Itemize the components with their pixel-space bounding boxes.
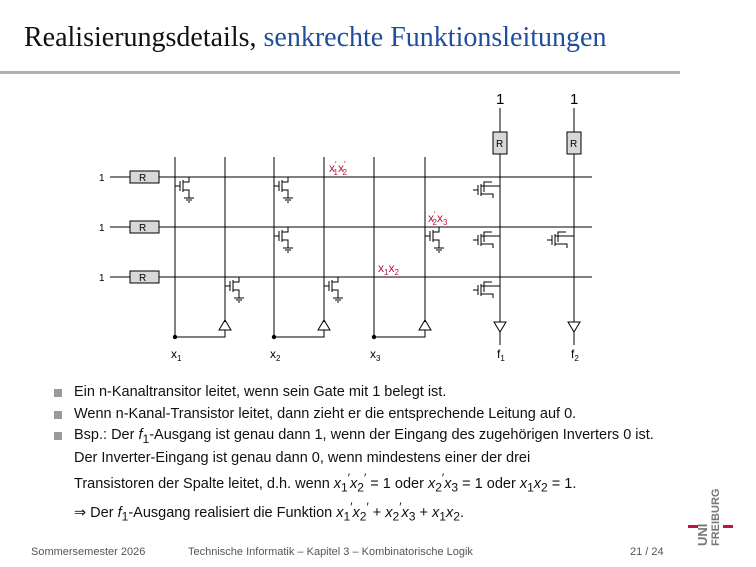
footer-semester: Sommersemester 2026 <box>31 546 146 558</box>
annotation-x1p-x2p: x′ 1x′ 2 <box>329 160 347 177</box>
row2-input: 1 <box>99 223 105 234</box>
row2-resistor-label: R <box>139 223 147 234</box>
f1-label: $f_1$ <box>497 347 505 363</box>
annotation-x2p-x3: x′ $2x_3$ <box>428 210 448 227</box>
f2-label: $f_2$ <box>571 347 579 363</box>
row3-input: 1 <box>99 273 105 284</box>
row3-resistor-label: R <box>139 273 147 284</box>
bullet-item: Bsp.: Der $f_1$-Ausgang ist genau dann 1, wenn der Eingang des zugehörigen Inverters 0 ist. Der Inverter-Eingang ist genau dann 0, wenn mindestens einer der drei Transistoren der Spalte leitet, d.h. wenn $x_1'x_2' = 1$ oder $x_2'x_3 = 1$ oder $x_1x_2 = 1$. ⇒ Der $f_1$-Ausgang realisiert die Funktion $x_1'x_2' + x_2'x_3 + x_1x_2$. <box>54 426 694 527</box>
x3-label: $x_3$ <box>370 347 381 363</box>
title-sub: senkrechte Funktionsleitungen <box>263 22 607 53</box>
col1-resistor-label: R <box>496 139 504 150</box>
col2-input: 1 <box>570 91 579 108</box>
bullet-item: Wenn n-Kanal-Transistor leitet, dann zieht er die entsprechende Leitung auf 0. <box>54 405 694 425</box>
footer-page: 21 / 24 <box>630 546 664 558</box>
university-logo <box>683 480 743 550</box>
x1-label: $x_1$ <box>171 347 182 363</box>
f1-inverter <box>494 322 506 332</box>
f2-inverter <box>568 322 580 332</box>
bullet-list <box>54 383 694 529</box>
col1-input: 1 <box>496 91 505 108</box>
row1-resistor-label: R <box>139 173 147 184</box>
bullet-item: Ein n-Kanaltransitor leitet, wenn sein Gate mit 1 belegt ist. <box>54 383 694 403</box>
logo-city: FREIBURG <box>710 488 722 546</box>
logo-uni: UNI <box>695 523 710 546</box>
page-title <box>24 22 606 54</box>
circuit-diagram <box>0 80 756 370</box>
x2-label: $x_2$ <box>270 347 281 363</box>
title-divider <box>0 71 680 74</box>
annotation-x1-x2: $x_1x_2$ <box>378 261 399 277</box>
title-main: Realisierungsdetails, <box>24 22 257 53</box>
col2-resistor-label: R <box>570 139 578 150</box>
footer-course: Technische Informatik – Kapitel 3 – Kombinatorische Logik <box>188 546 473 558</box>
row1-input: 1 <box>99 173 105 184</box>
